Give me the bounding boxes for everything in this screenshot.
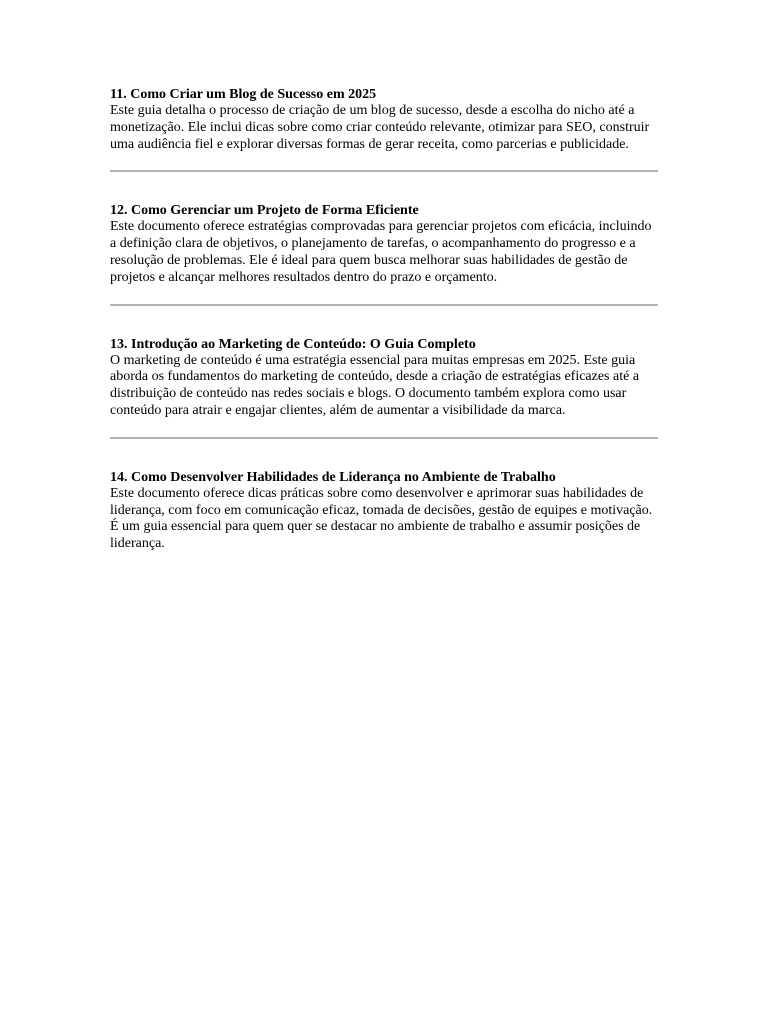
entry-description: Este documento oferece estratégias comprovadas para gerenciar projetos com eficácia, incluindo a definição clara de objetivos, o planejamento de tarefas, o acompanhamento do progresso e a resolução de problemas. Ele é ideal para quem busca melhorar suas habilidades de gestão de projetos e alcançar melhores resultados dentro do prazo e orçamento. [110, 219, 652, 285]
entry-title: 13. Introdução ao Marketing de Conteúdo: O Guia Completo [110, 336, 476, 352]
entry-11 [110, 86, 658, 153]
entry-13 [110, 336, 658, 420]
entry-14 [110, 469, 658, 553]
entry-title: 11. Como Criar um Blog de Sucesso em 2025 [110, 87, 377, 102]
document-page [110, 86, 658, 553]
divider [110, 437, 658, 439]
entry-title: 12. Como Gerenciar um Projeto de Forma Eficiente [110, 203, 419, 219]
divider [110, 170, 658, 172]
entry-description: Este guia detalha o processo de criação de um blog de sucesso, desde a escolha do nicho até a monetização. Ele inclui dicas sobre como criar conteúdo relevante, otimizar para SEO, construir uma audiência fiel e explorar diversas formas de gerar receita, como parcerias e publicidade. [110, 103, 650, 152]
entry-description: O marketing de conteúdo é uma estratégia essencial para muitas empresas em 2025. Este guia aborda os fundamentos do marketing de conteúdo, desde a criação de estratégias eficazes até a distribuição de conteúdo nas redes sociais e blogs. O documento também explora como usar conteúdo para atrair e engajar clientes, além de aumentar a visibilidade da marca. [110, 352, 640, 418]
entry-title: 14. Como Desenvolver Habilidades de Liderança no Ambiente de Trabalho [110, 469, 556, 485]
divider [110, 304, 658, 306]
entry-12 [110, 202, 658, 286]
entry-description: Este documento oferece dicas práticas sobre como desenvolver e aprimorar suas habilidades de liderança, com foco em comunicação eficaz, tomada de decisões, gestão de equipes e motivação. É um guia essencial para quem quer se destacar no ambiente de trabalho e assumir posições de liderança. [110, 485, 653, 552]
